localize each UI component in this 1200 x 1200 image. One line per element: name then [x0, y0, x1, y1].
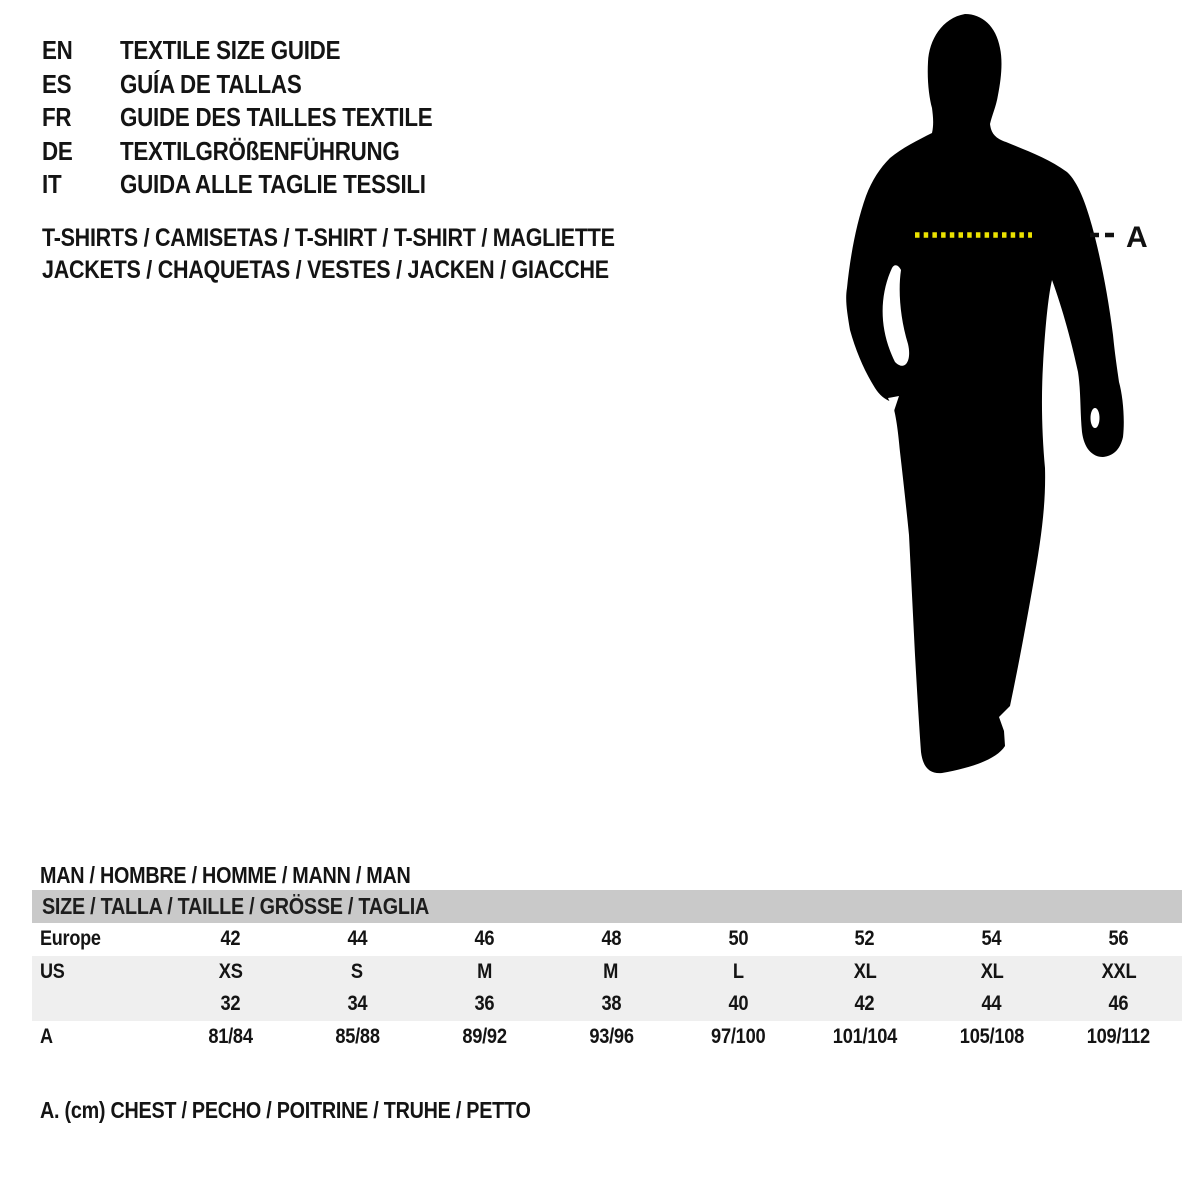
guide-title: GUÍA DE TALLAS	[120, 68, 302, 99]
language-row-it	[42, 168, 483, 202]
size-value: 40	[728, 992, 748, 1016]
size-value: 42	[854, 992, 875, 1016]
size-value: 32	[220, 992, 241, 1016]
language-code: FR	[42, 102, 72, 133]
language-row-fr	[42, 101, 483, 135]
size-value: 109/112	[1086, 1024, 1151, 1048]
language-title-list	[42, 34, 483, 202]
table-row-chest-a	[32, 1021, 1182, 1054]
size-value: 44	[347, 927, 368, 951]
size-value: 93/96	[588, 1024, 634, 1048]
size-value: XXL	[1101, 959, 1136, 983]
table-header-label: SIZE / TALLA / TAILLE / GRÖSSE / TAGLIA	[42, 893, 429, 919]
hand-thumb-notch	[1091, 408, 1100, 428]
size-value: 48	[601, 927, 621, 951]
language-row-es	[42, 68, 483, 102]
size-value: S	[351, 959, 364, 983]
language-code: ES	[42, 68, 72, 99]
size-value: 101/104	[832, 1024, 897, 1048]
table-row-us	[32, 956, 1182, 989]
table-row-numeric	[32, 988, 1182, 1021]
size-value: L	[732, 959, 744, 983]
guide-title: GUIDA ALLE TAGLIE TESSILI	[120, 169, 426, 200]
size-table	[32, 890, 1182, 1053]
row-label: A	[40, 1024, 53, 1048]
size-value: 89/92	[461, 1024, 507, 1048]
category-list	[42, 222, 708, 286]
table-row-europe	[32, 923, 1182, 956]
language-code: IT	[42, 169, 62, 200]
language-row-en	[42, 34, 483, 68]
size-value: 38	[601, 992, 621, 1016]
table-header-bar	[32, 890, 1182, 923]
row-label: Europe	[40, 927, 101, 951]
size-value: 52	[854, 927, 875, 951]
language-code: EN	[42, 35, 73, 66]
size-value: 46	[474, 927, 495, 951]
measure-label-a: A	[1126, 221, 1148, 254]
size-value: XL	[853, 959, 877, 983]
size-value: 34	[347, 992, 368, 1016]
size-value: M	[603, 959, 619, 983]
language-code: DE	[42, 135, 73, 166]
size-value: 105/108	[959, 1024, 1024, 1048]
size-value: 36	[474, 992, 495, 1016]
size-value: 97/100	[710, 1024, 766, 1048]
man-silhouette-figure	[820, 0, 1200, 800]
size-value: 81/84	[208, 1024, 253, 1048]
category-tshirts: T-SHIRTS / CAMISETAS / T-SHIRT / T-SHIRT / MAGLIETTE	[42, 223, 615, 252]
size-value: 54	[981, 927, 1002, 951]
measurement-footnote: A. (cm) CHEST / PECHO / POITRINE / TRUHE / PETTO	[40, 1097, 531, 1123]
size-value: XL	[980, 959, 1004, 983]
size-value: M	[476, 959, 492, 983]
size-value: XS	[218, 959, 243, 983]
size-value: 42	[220, 927, 241, 951]
language-row-de	[42, 135, 483, 169]
man-silhouette	[820, 0, 1200, 800]
section-title-man: MAN / HOMBRE / HOMME / MANN / MAN	[40, 862, 411, 889]
row-label: US	[40, 959, 65, 983]
category-jackets: JACKETS / CHAQUETAS / VESTES / JACKEN / GIACCHE	[42, 255, 609, 284]
size-value: 44	[981, 992, 1002, 1016]
size-value: 46	[1108, 992, 1129, 1016]
size-value: 85/88	[335, 1024, 380, 1048]
guide-title: GUIDE DES TAILLES TEXTILE	[120, 102, 433, 133]
silhouette-body	[846, 14, 1124, 773]
guide-title: TEXTILGRÖßENFÜHRUNG	[120, 135, 400, 166]
size-value: 50	[728, 927, 748, 951]
guide-title: TEXTILE SIZE GUIDE	[120, 35, 341, 66]
size-value: 56	[1108, 927, 1129, 951]
